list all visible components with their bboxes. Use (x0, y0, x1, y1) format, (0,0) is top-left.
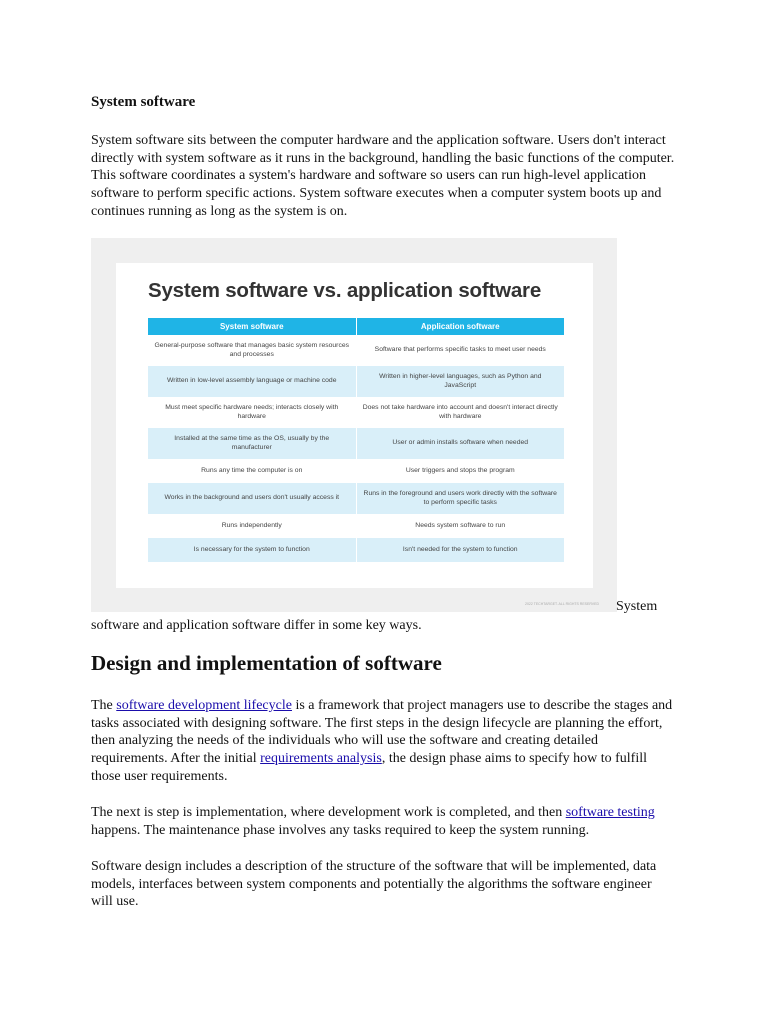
figure-caption-rest: software and application software differ in some key ways. (91, 618, 422, 633)
link-requirements-analysis[interactable]: requirements analysis (260, 751, 382, 767)
figure-credit: 2022 TECHTARGET. ALL RIGHTS RESERVED (525, 602, 599, 606)
link-software-testing[interactable]: software testing (565, 805, 655, 820)
table-cell: Needs system software to run (356, 514, 564, 538)
design-paragraph-2 (91, 804, 676, 839)
table-cell: Isn't needed for the system to function (356, 538, 564, 562)
paragraph-text: The (91, 698, 117, 713)
table-cell: Software that performs specific tasks to meet user needs (356, 335, 564, 366)
design-paragraph-1 (91, 697, 676, 786)
table-row (148, 483, 564, 514)
column-header-application: Application software (356, 318, 564, 335)
table-cell: User or admin installs software when needed (356, 428, 564, 459)
section-heading-design: Design and implementation of software (91, 651, 442, 675)
table-cell: Is necessary for the system to function (148, 538, 356, 562)
paragraph-text: is a framework that project managers use to describe the stages and tasks associated with designing software. The first steps in the design lifecycle are planning the effort, then analyzing the needs of the individuals who will use the software and creating detailed requirements. After the initial (91, 698, 673, 767)
design-paragraph-3: Software design includes a description of the structure of the software that will be implemented, data models, interfaces between system components and potentially the algorithms the software engineer will use. (91, 859, 657, 910)
table-cell: Runs in the foreground and users work directly with the software to perform specific tasks (356, 483, 564, 514)
table-cell: Installed at the same time as the OS, usually by the manufacturer (148, 428, 356, 459)
figure-caption-start: System (616, 599, 658, 614)
table-cell: Written in higher-level languages, such as Python and JavaScript (356, 366, 564, 397)
table-row (148, 459, 564, 483)
comparison-table (148, 318, 564, 562)
table-row (148, 366, 564, 397)
table-cell: Runs any time the computer is on (201, 466, 303, 474)
paragraph-text: , the design phase aims to specify how to fulfill those user requirements. (91, 751, 647, 784)
column-header-system: System software (148, 318, 356, 335)
comparison-figure-card (116, 263, 593, 588)
paragraph-text: happens. The maintenance phase involves any tasks required to keep the system running. (91, 822, 590, 838)
table-row (148, 428, 564, 459)
table-cell: User triggers and stops the program (356, 459, 564, 483)
table-header-row (148, 318, 564, 335)
link-software-development-lifecycle[interactable]: software development lifecycle (116, 698, 292, 713)
comparison-figure (91, 238, 617, 612)
section-heading-system-software: System software (91, 94, 196, 110)
table-row (148, 538, 564, 562)
table-cell: Must meet specific hardware needs; interacts closely with hardware (165, 404, 339, 420)
system-software-paragraph: System software sits between the computer hardware and the application software. Users don't interact directly with system software as it runs in the background, handling the basic functions of the computer. This software coordinates a system's hardware and software so users can run high-level application software to perform specific actions. System software executes when a computer system boots up and continues running as long as the system is on. (91, 133, 675, 219)
table-cell: Runs independently (221, 521, 282, 529)
table-cell: General-purpose software that manages basic system resources and processes (154, 342, 350, 358)
figure-title: System software vs. application software (148, 279, 542, 302)
table-cell: Works in the background and users don't usually access it (148, 483, 356, 514)
table-row (148, 397, 564, 428)
table-row (148, 514, 564, 538)
table-row (148, 335, 564, 366)
table-cell: Does not take hardware into account and doesn't interact directly with hardware (356, 397, 564, 428)
paragraph-text: The next is step is implementation, where development work is completed, and then (91, 805, 566, 820)
table-cell: Written in low-level assembly language or machine code (148, 366, 356, 397)
